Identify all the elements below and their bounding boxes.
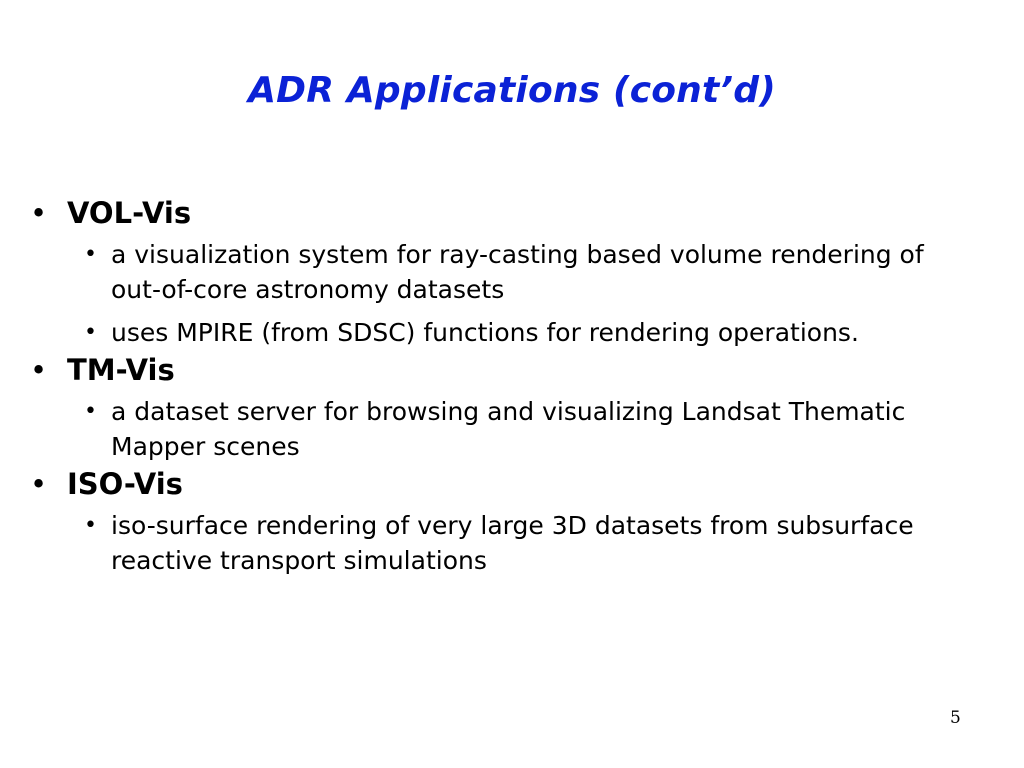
sub-bullet-item	[30, 508, 971, 578]
page-number: 5	[950, 708, 961, 728]
bullet-heading: VOL-Vis	[67, 196, 192, 230]
sub-bullet-text: a dataset server for browsing and visualizing Landsat Thematic Mapper scenes	[111, 397, 906, 461]
sub-bullet-list	[30, 394, 990, 464]
sub-bullet-icon: •	[84, 320, 97, 345]
bullet-heading: ISO-Vis	[67, 467, 183, 501]
sub-bullet-icon: •	[84, 242, 97, 267]
slide-title: ADR Applications (cont’d)	[248, 70, 776, 111]
sub-bullet-icon: •	[84, 513, 97, 538]
bullet-item-vol-vis	[30, 193, 990, 350]
sub-bullet-text: a visualization system for ray-casting based volume rendering of out-of-core astronomy datasets	[111, 240, 924, 304]
sub-bullet-item	[30, 237, 971, 307]
bullet-item-tm-vis	[30, 350, 990, 464]
sub-bullet-item	[30, 315, 971, 350]
sub-bullet-item	[30, 394, 971, 464]
sub-bullet-icon: •	[84, 399, 97, 424]
bullet-icon: •	[30, 467, 48, 501]
bullet-icon: •	[30, 353, 48, 387]
sub-bullet-list	[30, 237, 990, 350]
sub-bullet-text: iso-surface rendering of very large 3D datasets from subsurface reactive transport simulations	[111, 511, 914, 575]
sub-bullet-list	[30, 508, 990, 578]
bullet-list	[30, 193, 990, 578]
sub-bullet-text: uses MPIRE (from SDSC) functions for rendering operations.	[111, 318, 859, 347]
bullet-item-iso-vis	[30, 464, 990, 578]
bullet-heading: TM-Vis	[67, 353, 175, 387]
bullet-icon: •	[30, 196, 48, 230]
